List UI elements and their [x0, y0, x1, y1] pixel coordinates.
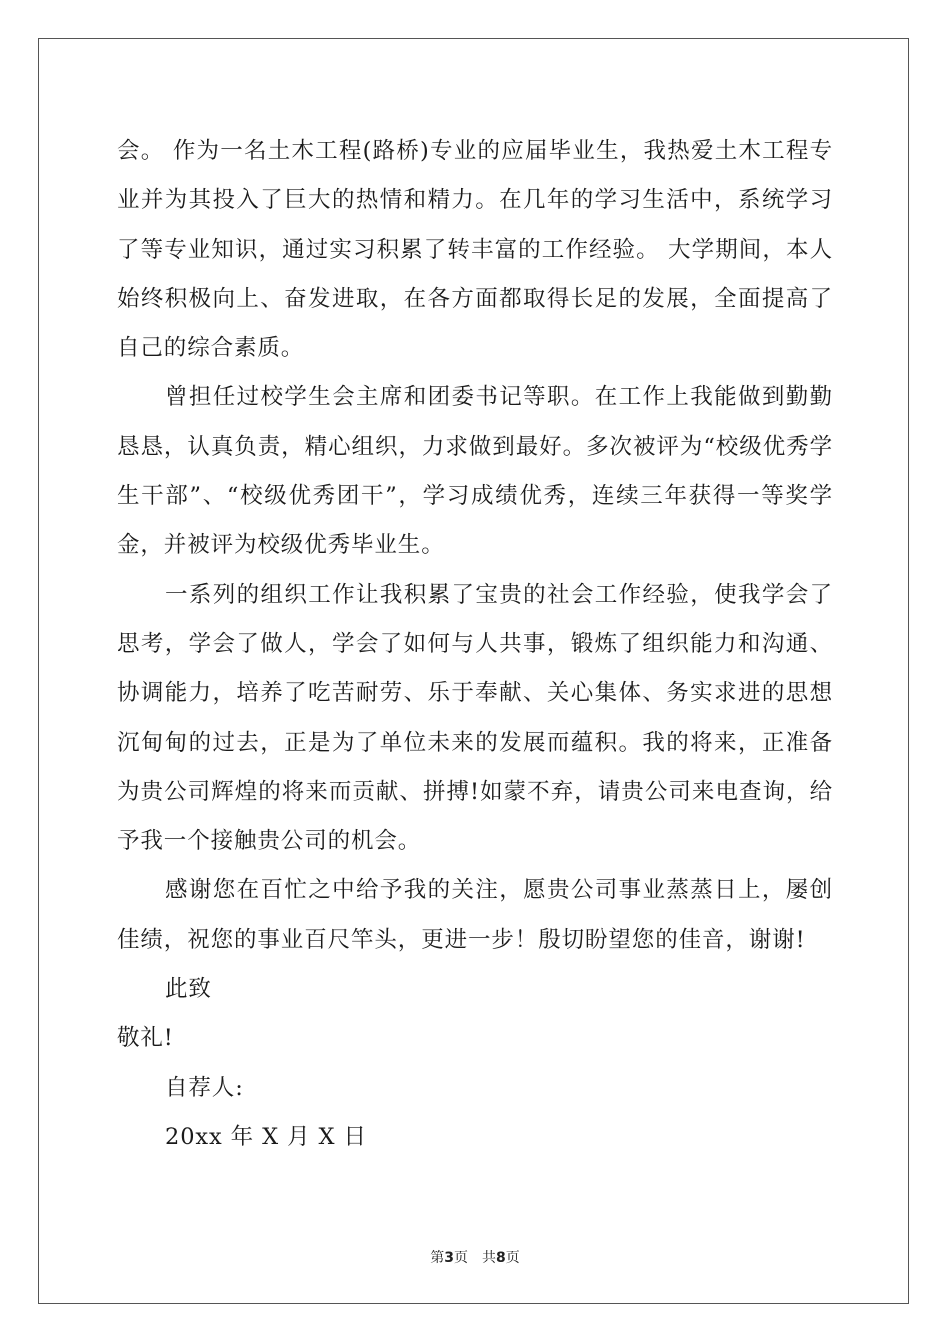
regards: 敬礼!: [117, 1025, 174, 1052]
page-footer: [0, 1247, 950, 1267]
paragraph-1: 会。 作为一名土木工程(路桥)专业的应届毕业生，我热爱土木工程专业并为其投入了巨大的热情和精力。在几年的学习生活中，系统学习了等专业知识，通过实习积累了转丰富的工作经验。 大学期间，本人始终积极向上、奋发进取，在各方面都取得长足的发展，全面提高了自己的综合素质。: [117, 138, 833, 362]
page-suffix: 页: [454, 1250, 468, 1266]
letter-date: 20xx 年 X 月 X 日: [165, 1123, 367, 1150]
total-suffix: 页: [505, 1250, 520, 1266]
signer-label: 自荐人:: [165, 1074, 244, 1101]
page-number: 3: [444, 1250, 454, 1266]
letter-body: [117, 127, 833, 1162]
paragraph-2: 曾担任过校学生会主席和团委书记等职。在工作上我能做到勤勤恳恳，认真负责，精心组织，力求做到最好。多次被评为“校级优秀学生干部”、“校级优秀团干”，学习成绩优秀，连续三年获得一等奖学金，并被评为校级优秀毕业生。: [117, 384, 833, 559]
salutation: 此致: [165, 976, 212, 1003]
page-prefix: 第: [430, 1250, 445, 1266]
total-prefix: 共: [482, 1250, 496, 1266]
paragraph-3: 一系列的组织工作让我积累了宝贵的社会工作经验，使我学会了思考，学会了做人，学会了如何与人共事，锻炼了组织能力和沟通、协调能力，培养了吃苦耐劳、乐于奉献、关心集体、务实求进的思想沉甸甸的过去，正是为了单位未来的发展而蕴积。我的将来，正准备为贵公司辉煌的将来而贡献、拼搏!如蒙不弃，请贵公司来电查询，给予我一个接触贵公司的机会。: [117, 581, 833, 855]
total-pages: 8: [496, 1250, 506, 1266]
paragraph-4: 感谢您在百忙之中给予我的关注，愿贵公司事业蒸蒸日上，屡创佳绩，祝您的事业百尺竿头，更进一步！殷切盼望您的佳音，谢谢!: [117, 877, 833, 953]
